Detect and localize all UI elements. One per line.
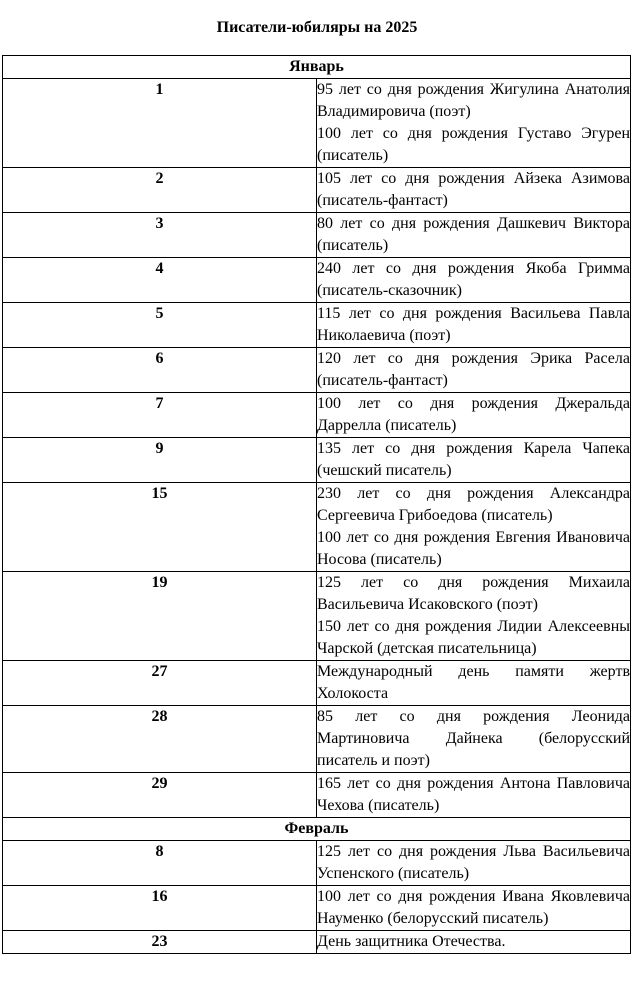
event-entry: День защитника Отечества.: [317, 933, 506, 950]
day-number: 16: [3, 886, 317, 931]
table-row: [3, 572, 631, 661]
event-description: [317, 393, 631, 438]
event-entry: 125 лет со дня рождения Михаила Васильевича Исаковского (поэт): [317, 574, 630, 613]
anniversary-table: [2, 55, 631, 954]
event-entry: 125 лет со дня рождения Льва Васильевича Успенского (писатель): [317, 843, 630, 882]
month-row: [3, 56, 631, 79]
table-row: [3, 393, 631, 438]
event-description: [317, 438, 631, 483]
event-entry: 100 лет со дня рождения Густаво Эгурен (писатель): [317, 125, 630, 164]
table-row: [3, 79, 631, 168]
event-entry: 85 лет со дня рождения Леонида Мартиновича Дайнека (белорусский писатель и поэт): [317, 708, 630, 769]
day-number: 7: [3, 393, 317, 438]
event-entry: 135 лет со дня рождения Карела Чапека (чешский писатель): [317, 440, 630, 479]
table-row: [3, 213, 631, 258]
event-entry: Международный день памяти жертв Холокоста: [317, 663, 630, 702]
event-description: [317, 258, 631, 303]
event-description: [317, 213, 631, 258]
event-entry: 80 лет со дня рождения Дашкевич Виктора (писатель): [317, 215, 630, 254]
event-entry: 165 лет со дня рождения Антона Павловича Чехова (писатель): [317, 775, 630, 814]
event-entry: 105 лет со дня рождения Айзека Азимова (писатель-фантаст): [317, 170, 630, 209]
event-entry: 95 лет со дня рождения Жигулина Анатолия Владимировича (поэт): [317, 81, 630, 120]
event-description: [317, 348, 631, 393]
event-entry: 115 лет со дня рождения Васильева Павла Николаевича (поэт): [317, 305, 630, 344]
anniversary-table-body: [3, 56, 631, 954]
event-description: [317, 886, 631, 931]
day-number: 3: [3, 213, 317, 258]
event-description: [317, 303, 631, 348]
table-row: [3, 348, 631, 393]
event-entry: 150 лет со дня рождения Лидии Алексеевны Чарской (детская писательница): [317, 618, 630, 657]
table-row: [3, 258, 631, 303]
event-entry: 230 лет со дня рождения Александра Сергеевича Грибоедова (писатель): [317, 485, 630, 524]
day-number: 2: [3, 168, 317, 213]
event-description: [317, 483, 631, 572]
table-row: [3, 661, 631, 706]
day-number: 19: [3, 572, 317, 661]
event-description: [317, 79, 631, 168]
table-row: [3, 841, 631, 886]
month-heading: Февраль: [3, 818, 631, 841]
day-number: 9: [3, 438, 317, 483]
day-number: 15: [3, 483, 317, 572]
event-entry: 100 лет со дня рождения Евгения Ивановича Носова (писатель): [317, 529, 630, 568]
table-row: [3, 773, 631, 818]
event-entry: 100 лет со дня рождения Джеральда Даррелла (писатель): [317, 395, 630, 434]
day-number: 28: [3, 706, 317, 773]
month-heading: Январь: [3, 56, 631, 79]
event-description: [317, 706, 631, 773]
table-row: [3, 931, 631, 954]
day-number: 1: [3, 79, 317, 168]
table-row: [3, 706, 631, 773]
event-description: [317, 773, 631, 818]
event-entry: 120 лет со дня рождения Эрика Расела (писатель-фантаст): [317, 350, 630, 389]
day-number: 27: [3, 661, 317, 706]
event-entry: 100 лет со дня рождения Ивана Яковлевича Науменко (белорусский писатель): [317, 888, 630, 927]
event-entry: 240 лет со дня рождения Якоба Гримма (писатель-сказочник): [317, 260, 630, 299]
day-number: 23: [3, 931, 317, 954]
day-number: 4: [3, 258, 317, 303]
month-row: [3, 818, 631, 841]
table-row: [3, 303, 631, 348]
event-description: [317, 661, 631, 706]
table-row: [3, 886, 631, 931]
event-description: [317, 168, 631, 213]
event-description: [317, 572, 631, 661]
event-description: [317, 841, 631, 886]
day-number: 5: [3, 303, 317, 348]
document-title: Писатели-юбиляры на 2025: [216, 19, 418, 36]
day-number: 29: [3, 773, 317, 818]
event-description: [317, 931, 631, 954]
table-row: [3, 438, 631, 483]
table-row: [3, 168, 631, 213]
day-number: 8: [3, 841, 317, 886]
day-number: 6: [3, 348, 317, 393]
table-row: [3, 483, 631, 572]
